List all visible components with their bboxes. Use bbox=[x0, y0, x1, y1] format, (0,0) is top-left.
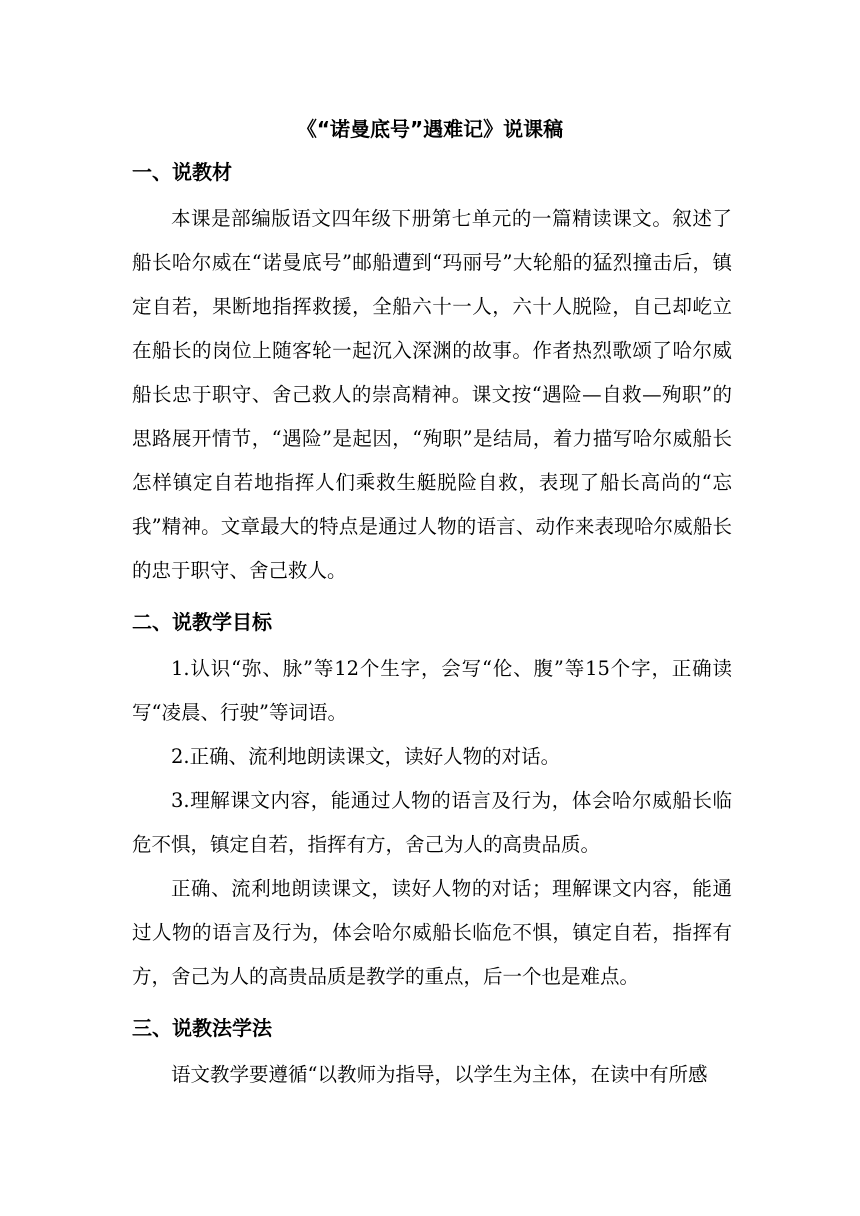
document-title: 《“诺曼底号”遇难记》说课稿 bbox=[296, 117, 564, 141]
section-heading-teaching-material: 一、说教材 bbox=[132, 160, 232, 184]
section-heading-teaching-methods: 三、说教法学法 bbox=[132, 1016, 272, 1040]
paragraph-teaching-material: 本课是部编版语文四年级下册第七单元的一篇精读课文。叙述了船长哈尔威在“诺曼底号”邮船遭到“玛丽号”大轮船的猛烈撞击后，镇定自若，果断地指挥救援，全船六十一人，六十人脱险，自己却屹立在船长的岗位上随客轮一起沉入深渊的故事。作者热烈歌颂了哈尔威船长忠于职守、舍己救人的崇高精神。课文按“遇险—自救—殉职”的思路展开情节，“遇险”是起因，“殉职”是结局，着力描写哈尔威船长怎样镇定自若地指挥人们乘救生艇脱险自救，表现了船长高尚的“忘我”精神。文章最大的特点是通过人物的语言、动作来表现哈尔威船长的忠于职守、舍己救人。 bbox=[132, 207, 732, 582]
paragraph-key-points: 正确、流利地朗读课文，读好人物的对话；理解课文内容，能通过人物的语言及行为，体会哈尔威船长临危不惧，镇定自若，指挥有方，舍己为人的高贵品质是教学的重点，后一个也是难点。 bbox=[132, 877, 732, 988]
paragraph-goal-1: 1.认识“弥、脉”等12个生字，会写“伦、腹”等15个字，正确读写“凌晨、行驶”等词语。 bbox=[132, 657, 732, 724]
paragraph-goal-3: 3.理解课文内容，能通过人物的语言及行为，体会哈尔威船长临危不惧，镇定自若，指挥有方，舍己为人的高贵品质。 bbox=[132, 789, 732, 856]
paragraph-teaching-methods: 语文教学要遵循“以教师为指导，以学生为主体，在读中有所感 bbox=[171, 1063, 708, 1086]
paragraph-goal-2: 2.正确、流利地朗读课文，读好人物的对话。 bbox=[171, 745, 561, 768]
section-heading-teaching-goals: 二、说教学目标 bbox=[132, 610, 272, 634]
